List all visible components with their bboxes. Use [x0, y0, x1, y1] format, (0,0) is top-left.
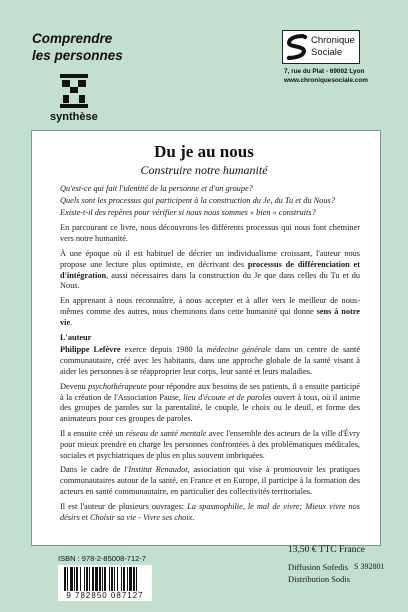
barcode-bar — [102, 567, 103, 591]
barcode-bar — [127, 567, 128, 591]
barcode-bar — [133, 567, 135, 591]
isbn: ISBN : 978-2-85008-712-7 — [58, 554, 146, 563]
barcode-bar — [114, 567, 115, 591]
barcode-bar — [70, 567, 73, 591]
series-title — [32, 30, 142, 64]
publisher-name-line-2: Sociale — [311, 47, 343, 58]
synthese-logo-icon — [60, 74, 88, 108]
barcode-bar — [136, 567, 137, 591]
barcode-bar — [109, 567, 110, 591]
publisher-name — [311, 35, 355, 59]
summary-paragraph-3: En apprenant à nous reconnaître, à nous accepter et à aller vers le meilleur de nous-mêmes comme des autres, nous cheminons dans cette humanité qui donne sens à notre vie. — [60, 296, 360, 327]
barcode-bar — [95, 567, 98, 591]
back-cover-text — [60, 184, 360, 527]
author-paragraph-3: Il a ensuite créé un réseau de santé mentale avec l'ensemble des acteurs de la ville d'Évry pour mieux prendre en charge les personnes confrontées à des problématiques médicales, sociales et psychiatriques de plus en plus souvent imbriquées. — [60, 428, 360, 460]
price: 13,50 € TTC France — [288, 545, 365, 555]
barcode-bar — [117, 567, 118, 591]
reference-number: S 392801 — [354, 562, 385, 571]
barcode-bar — [64, 567, 66, 591]
barcode-digits: 9 782850 087127 — [66, 591, 144, 600]
barcode-bar — [67, 567, 68, 591]
barcode-bar — [80, 567, 81, 591]
book-title: Du je au nous — [154, 142, 254, 161]
barcode-bar — [104, 567, 106, 591]
barcode-bar — [76, 567, 78, 591]
author-paragraph-5: Il est l'auteur de plusieurs ouvrages: La spasmophilie, le mal de vivre; Mieux vivre nos désirs et Choisir sa vie - Vivre ses choix. — [60, 501, 360, 522]
barcode-bar — [129, 567, 132, 591]
barcode-bar — [84, 567, 85, 591]
barcode — [58, 565, 152, 601]
series-title-line-1: Comprendre — [32, 31, 113, 46]
barcode-bar — [123, 567, 125, 591]
summary-paragraph-1: En parcourant ce livre, nous découvrons les différents processus qui nous font cheminer vers notre humanité. — [60, 223, 360, 244]
summary-paragraph-2: À une époque où il est habituel de décrier un individualisme croissant, l'auteur nous propose une lecture plus optimiste, en décrivant des processus de différenciation et d'intégration, aussi nécessaires dans la construction du Je que dans celles du Tu et du Nous. — [60, 248, 360, 291]
barcode-bar — [86, 567, 88, 591]
publisher-website: www.chroniquesociale.com — [284, 77, 368, 84]
barcode-bar — [74, 567, 75, 591]
barcode-bar — [89, 567, 90, 591]
author-paragraph-4: Dans le cadre de l'Institut Renaudot, association qui vise à promouvoir les pratiques communautaires autour de la santé, en France et en Europe, il participe à la formation des acteurs en santé communautaire, en particulier des collectivités territoriales. — [60, 465, 360, 496]
publisher-address: 7, rue du Plat - 69002 Lyon — [284, 68, 365, 75]
barcode-bar — [121, 567, 122, 591]
series-subtitle: synthèse — [50, 111, 98, 123]
chronique-sociale-logo-icon — [286, 34, 308, 61]
publisher-name-line-1: Chronique — [311, 35, 355, 46]
author-heading: L'auteur — [60, 332, 92, 342]
distribution: Distribution Sodis — [288, 574, 351, 584]
barcode-bar — [99, 567, 101, 591]
question-3: Existe-t-il des repères pour vérifier si nous nous sommes « bien » construits? — [60, 207, 316, 217]
author-paragraph-1: Philippe Lefèvre exerce depuis 1980 la médecine générale dans un centre de santé communautaire, créé avec les habitants, dans une approche globale de la santé visant à aider les personnes à se réapproprier leur corps, leur santé et leurs maladies. — [60, 345, 361, 376]
barcode-bar — [92, 567, 94, 591]
publisher-address-block — [284, 67, 368, 85]
book-subtitle: Construire notre humanité — [140, 163, 268, 177]
publisher-logo-box — [282, 30, 360, 64]
author-name: Philippe Lefèvre — [60, 345, 121, 355]
diffusion: Diffusion Sofedis — [288, 562, 349, 572]
barcode-bars — [64, 567, 146, 591]
series-title-line-2: les personnes — [32, 48, 123, 63]
author-paragraph-2: Devenu psychothérapeute pour répondre aux besoins de ses patients, il a ensuite participé à la création de l'Association Pause, lieu d'écoute et de paroles ouvert à tous, où il anime des groupes de paroles sur la parentalité, le couple, le choix ou le deuil, et forme des animateurs pour ces groupes de paroles. — [60, 381, 360, 424]
question-2: Quels sont les processus qui participent à la construction du Je, du Tu et du Nous? — [60, 195, 335, 205]
question-1: Qu'est-ce qui fait l'identité de la personne et d'un groupe? — [60, 184, 253, 193]
barcode-bar — [111, 567, 113, 591]
